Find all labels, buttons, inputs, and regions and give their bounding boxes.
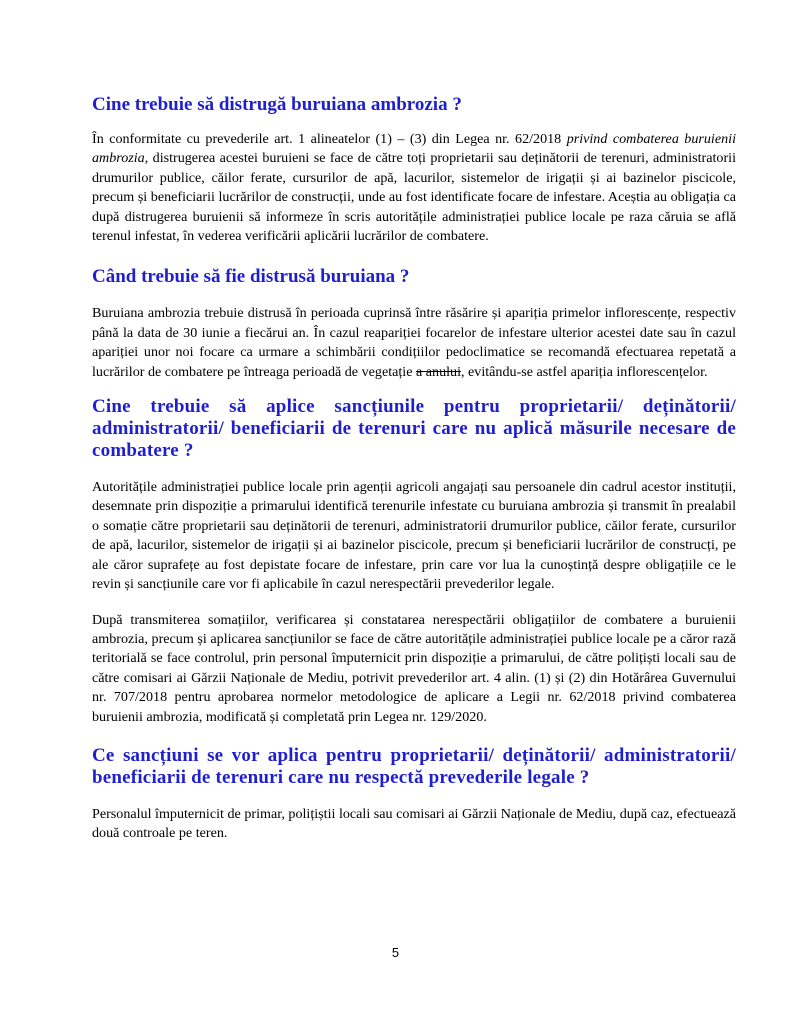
section-heading-who-destroys: Cine trebuie să distrugă buruiana ambrozia ? — [92, 94, 462, 115]
section-heading-what-sanctions: Ce sancțiuni se vor aplica pentru proprietarii/ deținătorii/ administratorii/ beneficiarii de terenuri care nu respectă prevederile legale ? — [92, 744, 736, 788]
section-paragraph-controls: Personalul împuternicit de primar, polițiștii locali sau comisari ai Gărzii Naționale de Mediu, după caz, efectuează două controale pe teren. — [92, 805, 736, 842]
section-heading-who-sanctions: Cine trebuie să aplice sancțiunile pentru proprietarii/ deținătorii/ administratorii/ beneficiarii de terenuri care nu aplică măsurile necesare de combatere ? — [92, 396, 736, 462]
page-number: 5 — [391, 945, 400, 960]
law-title-italic: privind combaterea buruienii ambrozia — [92, 131, 736, 167]
section-paragraph-who-destroys — [92, 130, 736, 246]
document-page — [92, 84, 736, 844]
paragraph-text: , distrugerea acestei buruieni se face de către toți proprietarii sau deținătorii de terenuri, administratorii drumurilor publice, căilor ferate, cursurilor de apă, lacurilor, sistemelor de irigații și ai bazinelor piscicole, precum și beneficiarii lucrărilor de construcții, unde au fost identificate focare de infestare. Aceștia au obligația ca după distrugerea buruienii să informeze în scris autoritățile administrației publice locale pe raza căruia se află terenul infestat, în vederea verificării aplicării lucrărilor de combatere. — [92, 150, 736, 245]
paragraph-text: , evitându-se astfel apariția inflorescențelor. — [461, 363, 708, 380]
struck-text: a anului — [415, 363, 461, 380]
section-paragraph-authorities: Autoritățile administrației publice locale prin agenții agricoli angajați sau persoanele din cadrul acestor instituții, desemnate prin dispoziție a primarului identifică terenurile infestate cu buruiana ambrozia și transmit în prealabil o somație către proprietarii sau deținătorii de terenuri, administratorii drumurilor publice, căilor ferate, cursurilor de apă, lacurilor, sistemelor de irigații și ai bazinelor piscicole, precum și beneficiarii lucrărilor de construcți, pe ale căror suprafețe au fost depistate focare de infestare, prin care vor lua la cunoștință despre obligațiile ce le revin și sancțiunile care vor fi aplicabile în cazul nerespectării prevederilor legale. — [92, 479, 736, 593]
section-paragraph-when-destroy — [92, 304, 736, 382]
section-paragraph-after-summons: După transmiterea somațiilor, verificarea și constatarea nerespectării obligațiilor de combatere a buruienii ambrozia, precum și aplicarea sancțiunilor se face de către autoritățile administrației publice locale pe a căror rază teritorială se face controlul, prin personal împuternicit prin dispoziție a primarului, de către polițiști locali sau de către comisari ai Gărzii Naționale de Mediu, potrivit prevederilor art. 4 alin. (1) și (2) din Hotărârea Guvernului nr. 707/2018 pentru aprobarea normelor metodologice de aplicare a Legii nr. 62/2018 privind combaterea buruienii ambrozia, modificată și completată prin Legea nr. 129/2020. — [92, 611, 736, 725]
paragraph-text: În conformitate cu prevederile art. 1 alineatelor (1) – (3) din Legea nr. 62/2018 — [92, 131, 567, 147]
section-heading-when-destroy: Când trebuie să fie distrusă buruiana ? — [92, 266, 410, 288]
paragraph-text: Buruiana ambrozia trebuie distrusă în perioada cuprinsă între răsărire și apariția primelor inflorescențe, respectiv până la data de 30 iunie a fiecărui an. În cazul reapariției focarelor de infestare ulterior acestei date sau în cazul apariției unor noi focare ca urmare a schimbării condițiilor pedoclimatice se recomandă efectuarea repetată a lucrărilor de combatere pe întreaga perioadă de vegetație — [92, 305, 736, 380]
